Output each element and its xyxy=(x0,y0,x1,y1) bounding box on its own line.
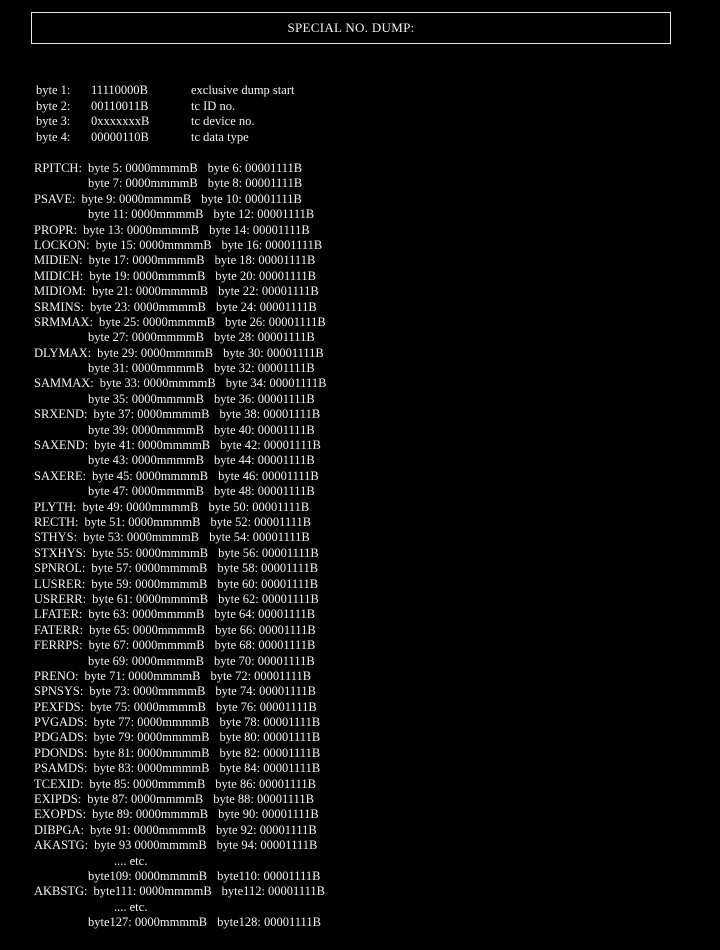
param-byte-flag: byte 8: 00001111B xyxy=(207,176,303,191)
param-byte-flag: byte 22: 00001111B xyxy=(218,284,319,299)
param-byte-flag: byte 64: 00001111B xyxy=(214,607,316,622)
param-name: SRXEND: xyxy=(34,407,88,422)
param-row xyxy=(34,592,326,607)
param-name: SAXEND: xyxy=(34,438,89,453)
param-name: SAXERE: xyxy=(34,468,87,483)
header-byte-key: byte 1: xyxy=(36,83,71,97)
param-row xyxy=(34,161,326,176)
param-row xyxy=(34,438,326,453)
param-byte-flag: byte 16: 00001111B xyxy=(221,237,323,252)
param-row xyxy=(34,607,326,622)
param-name: FERRPS: xyxy=(34,638,83,653)
param-byte-value: byte127: 0000mmmmB xyxy=(88,915,208,930)
param-row xyxy=(34,684,326,699)
param-byte-flag: byte 56: 00001111B xyxy=(218,545,319,560)
param-byte-flag: byte 90: 00001111B xyxy=(218,807,319,822)
param-byte-value: byte 87: 0000mmmmB xyxy=(87,792,204,807)
param-row xyxy=(34,715,326,730)
param-byte-flag: byte 92: 00001111B xyxy=(216,822,317,837)
param-byte-flag: byte 34: 00001111B xyxy=(225,376,327,391)
param-byte-flag: byte 46: 00001111B xyxy=(218,468,319,483)
param-continuation-row xyxy=(34,330,326,345)
param-byte-value: byte 89: 0000mmmmB xyxy=(92,807,209,822)
param-byte-value: byte 77: 0000mmmmB xyxy=(93,715,210,730)
header-byte-value: 0xxxxxxxB xyxy=(91,114,150,128)
param-byte-value: byte 11: 0000mmmmB xyxy=(88,207,204,222)
param-byte-value: byte 69: 0000mmmmB xyxy=(88,653,204,668)
param-byte-value: byte 81: 0000mmmmB xyxy=(93,745,210,760)
param-byte-value: byte 25: 0000mmmmB xyxy=(99,314,216,329)
param-continuation-row xyxy=(34,361,326,376)
param-name: SPNSYS: xyxy=(34,684,84,699)
header-byte-desc: tc ID no. xyxy=(191,98,236,113)
param-byte-flag: byte 44: 00001111B xyxy=(213,453,315,468)
param-row xyxy=(34,623,326,638)
param-byte-flag: byte 6: 00001111B xyxy=(207,161,303,175)
header-byte-desc: tc device no. xyxy=(191,114,255,128)
param-byte-flag: byte 80: 00001111B xyxy=(219,730,321,745)
param-byte-value: byte 61: 0000mmmmB xyxy=(92,591,209,606)
param-byte-value: byte 41: 0000mmmmB xyxy=(94,438,211,453)
param-continuation-row xyxy=(34,915,326,930)
etc-row xyxy=(34,900,326,915)
param-byte-flag: byte112: 00001111B xyxy=(221,884,326,899)
param-name: MIDIOM: xyxy=(34,284,87,299)
param-byte-value: byte 75: 0000mmmmB xyxy=(90,699,207,714)
header-byte-key: byte 3: xyxy=(36,114,71,128)
param-name: PVGADS: xyxy=(34,715,88,730)
param-continuation-row xyxy=(34,453,326,468)
param-name: MIDIEN: xyxy=(34,253,83,268)
param-byte-value: byte 85: 0000mmmmB xyxy=(89,776,206,791)
param-name: SRMMAX: xyxy=(34,314,94,329)
param-row xyxy=(34,346,326,361)
param-byte-flag: byte 40: 00001111B xyxy=(213,422,315,437)
param-name: USRERR: xyxy=(34,591,87,606)
param-row xyxy=(34,792,326,807)
header-byte-desc: exclusive dump start xyxy=(191,83,295,97)
param-row xyxy=(34,546,326,561)
parameter-list xyxy=(34,161,326,931)
param-name: SPNROL: xyxy=(34,561,86,576)
param-byte-flag: byte 58: 00001111B xyxy=(217,561,319,576)
param-byte-value: byte 23: 0000mmmmB xyxy=(90,299,207,314)
param-byte-flag: byte 14: 00001111B xyxy=(209,222,310,237)
param-name: LFATER: xyxy=(34,607,83,622)
param-row xyxy=(34,746,326,761)
param-row xyxy=(34,530,326,545)
param-byte-flag: byte 66: 00001111B xyxy=(215,622,316,637)
param-row xyxy=(34,577,326,592)
param-name: RECTH: xyxy=(34,514,79,529)
param-name: DIBPGA: xyxy=(34,822,85,837)
etc-row xyxy=(34,854,326,869)
param-byte-value: byte 65: 0000mmmmB xyxy=(89,622,206,637)
param-byte-flag: byte 48: 00001111B xyxy=(213,484,315,499)
param-continuation-row xyxy=(34,176,326,191)
param-byte-value: byte 51: 0000mmmmB xyxy=(84,514,201,529)
param-row xyxy=(34,500,326,515)
param-name: LUSRER: xyxy=(34,576,86,591)
param-row xyxy=(34,238,326,253)
param-name: LOCKON: xyxy=(34,237,90,252)
header-byte-key: byte 4: xyxy=(36,129,71,144)
param-byte-value: byte 49: 0000mmmmB xyxy=(82,499,199,514)
param-continuation-row xyxy=(34,869,326,884)
param-continuation-row xyxy=(34,484,326,499)
param-continuation-row xyxy=(34,207,326,222)
header-byte-desc: tc data type xyxy=(191,129,249,144)
param-name: DLYMAX: xyxy=(34,345,92,360)
param-row xyxy=(34,253,326,268)
param-row xyxy=(34,700,326,715)
header-byte-value: 00110011B xyxy=(91,98,149,113)
param-byte-value: byte 63: 0000mmmmB xyxy=(88,607,205,622)
param-row xyxy=(34,838,326,853)
param-byte-value: byte 29: 0000mmmmB xyxy=(97,345,214,360)
param-byte-flag: byte 32: 00001111B xyxy=(213,361,315,376)
param-byte-value: byte 17: 0000mmmmB xyxy=(88,253,205,268)
param-byte-flag: byte 78: 00001111B xyxy=(219,715,321,730)
param-name: PSAVE: xyxy=(34,191,76,206)
param-byte-flag: byte 72: 00001111B xyxy=(210,668,312,683)
param-byte-flag: byte 86: 00001111B xyxy=(215,776,316,791)
param-byte-flag: byte 18: 00001111B xyxy=(214,253,316,268)
param-byte-flag: byte 94: 00001111B xyxy=(216,838,318,853)
param-byte-flag: byte 60: 00001111B xyxy=(217,576,319,591)
param-name: PROPR: xyxy=(34,222,78,237)
param-name: FATERR: xyxy=(34,622,84,637)
param-row xyxy=(34,223,326,238)
param-byte-value: byte 13: 0000mmmmB xyxy=(83,222,200,237)
param-byte-flag: byte 70: 00001111B xyxy=(213,653,315,668)
param-name: PSAMDS: xyxy=(34,761,88,776)
param-continuation-row xyxy=(34,423,326,438)
param-row xyxy=(34,669,326,684)
param-byte-value: byte 7: 0000mmmmB xyxy=(88,176,198,191)
param-name: PRENO: xyxy=(34,668,79,683)
param-row xyxy=(34,192,326,207)
param-byte-flag: byte 42: 00001111B xyxy=(220,438,321,453)
param-byte-flag: byte 54: 00001111B xyxy=(209,530,310,545)
param-name: EXIPDS: xyxy=(34,792,82,807)
param-byte-value: byte 79: 0000mmmmB xyxy=(93,730,210,745)
param-name: PDGADS: xyxy=(34,730,88,745)
param-byte-flag: byte 88: 00001111B xyxy=(213,792,314,807)
param-byte-value: byte 73: 0000mmmmB xyxy=(89,684,206,699)
param-byte-value: byte 47: 0000mmmmB xyxy=(88,484,204,499)
param-byte-value: byte111: 0000mmmmB xyxy=(93,884,212,899)
param-row xyxy=(34,730,326,745)
param-byte-value: byte 9: 0000mmmmB xyxy=(81,191,192,206)
param-byte-flag: byte110: 00001111B xyxy=(217,868,321,883)
param-byte-value: byte 53: 0000mmmmB xyxy=(83,530,200,545)
param-name: PDONDS: xyxy=(34,745,88,760)
param-byte-value: byte 67: 0000mmmmB xyxy=(88,638,205,653)
param-byte-value: byte 39: 0000mmmmB xyxy=(88,422,204,437)
param-name: PLYTH: xyxy=(34,499,77,514)
param-byte-value: byte 35: 0000mmmmB xyxy=(88,391,204,406)
param-byte-value: byte 55: 0000mmmmB xyxy=(92,545,209,560)
param-row xyxy=(34,376,326,391)
param-byte-flag: byte 28: 00001111B xyxy=(213,330,315,345)
param-byte-flag: byte 12: 00001111B xyxy=(213,207,315,222)
param-byte-value: byte 31: 0000mmmmB xyxy=(88,361,204,376)
param-byte-value: byte 71: 0000mmmmB xyxy=(84,668,201,683)
param-byte-flag: byte 30: 00001111B xyxy=(223,345,324,360)
param-row xyxy=(34,638,326,653)
param-byte-value: byte 83: 0000mmmmB xyxy=(93,761,210,776)
param-row xyxy=(34,823,326,838)
param-byte-value: byte 59: 0000mmmmB xyxy=(91,576,208,591)
param-name: RPITCH: xyxy=(34,161,82,175)
param-continuation-row xyxy=(34,654,326,669)
param-row xyxy=(34,284,326,299)
param-name: PEXFDS: xyxy=(34,699,85,714)
param-byte-value: byte 5: 0000mmmmB xyxy=(87,161,198,175)
param-byte-flag: byte 36: 00001111B xyxy=(213,391,315,406)
etc-text: .... etc. xyxy=(114,853,148,868)
param-name: AKBSTG: xyxy=(34,884,88,899)
param-byte-value: byte 91: 0000mmmmB xyxy=(90,822,206,837)
param-byte-flag: byte 68: 00001111B xyxy=(214,638,316,653)
param-byte-flag: byte 10: 00001111B xyxy=(201,191,302,206)
header-byte-value: 11110000B xyxy=(91,83,148,97)
param-row xyxy=(34,561,326,576)
param-byte-flag: byte 84: 00001111B xyxy=(219,761,321,776)
param-byte-flag: byte 24: 00001111B xyxy=(216,299,317,314)
param-byte-flag: byte 20: 00001111B xyxy=(215,268,316,283)
param-row xyxy=(34,761,326,776)
param-byte-value: byte 33: 0000mmmmB xyxy=(99,376,216,391)
param-byte-value: byte 19: 0000mmmmB xyxy=(89,268,206,283)
page-title: SPECIAL NO. DUMP: xyxy=(287,20,415,35)
param-name: STHYS: xyxy=(34,530,78,545)
param-byte-value: byte109: 0000mmmmB xyxy=(88,868,208,883)
header-byte-value: 00000110B xyxy=(91,129,149,144)
param-continuation-row xyxy=(34,392,326,407)
param-byte-value: byte 37: 0000mmmmB xyxy=(93,407,210,422)
param-byte-flag: byte 82: 00001111B xyxy=(219,745,321,760)
param-byte-value: byte 27: 0000mmmmB xyxy=(88,330,204,345)
param-row xyxy=(34,407,326,422)
param-byte-flag: byte 74: 00001111B xyxy=(215,684,317,699)
param-name: STXHYS: xyxy=(34,545,87,560)
page-title-box xyxy=(31,12,671,44)
param-byte-flag: byte 76: 00001111B xyxy=(216,699,317,714)
header-byte-key: byte 2: xyxy=(36,98,71,113)
param-row xyxy=(34,515,326,530)
param-byte-flag: byte128: 00001111B xyxy=(217,915,321,930)
param-byte-value: byte 57: 0000mmmmB xyxy=(91,561,208,576)
param-byte-flag: byte 50: 00001111B xyxy=(208,499,310,514)
param-name: SRMINS: xyxy=(34,299,85,314)
param-byte-value: byte 45: 0000mmmmB xyxy=(92,468,209,483)
param-row xyxy=(34,777,326,792)
param-name: AKASTG: xyxy=(34,838,89,853)
param-byte-value: byte 93 0000mmmmB xyxy=(94,838,207,853)
param-row xyxy=(34,807,326,822)
param-byte-flag: byte 52: 00001111B xyxy=(210,514,312,529)
param-row xyxy=(34,884,326,899)
etc-text: .... etc. xyxy=(114,899,148,914)
param-name: SAMMAX: xyxy=(34,376,94,391)
param-byte-flag: byte 62: 00001111B xyxy=(218,591,319,606)
param-byte-value: byte 43: 0000mmmmB xyxy=(88,453,204,468)
param-name: MIDICH: xyxy=(34,268,84,283)
param-byte-value: byte 15: 0000mmmmB xyxy=(95,237,212,252)
param-row xyxy=(34,315,326,330)
param-byte-flag: byte 26: 00001111B xyxy=(225,314,326,329)
param-row xyxy=(34,269,326,284)
param-name: TCEXID: xyxy=(34,776,84,791)
param-row xyxy=(34,469,326,484)
param-byte-flag: byte 38: 00001111B xyxy=(219,407,321,422)
param-byte-value: byte 21: 0000mmmmB xyxy=(92,284,209,299)
param-name: EXOPDS: xyxy=(34,807,87,822)
param-row xyxy=(34,300,326,315)
